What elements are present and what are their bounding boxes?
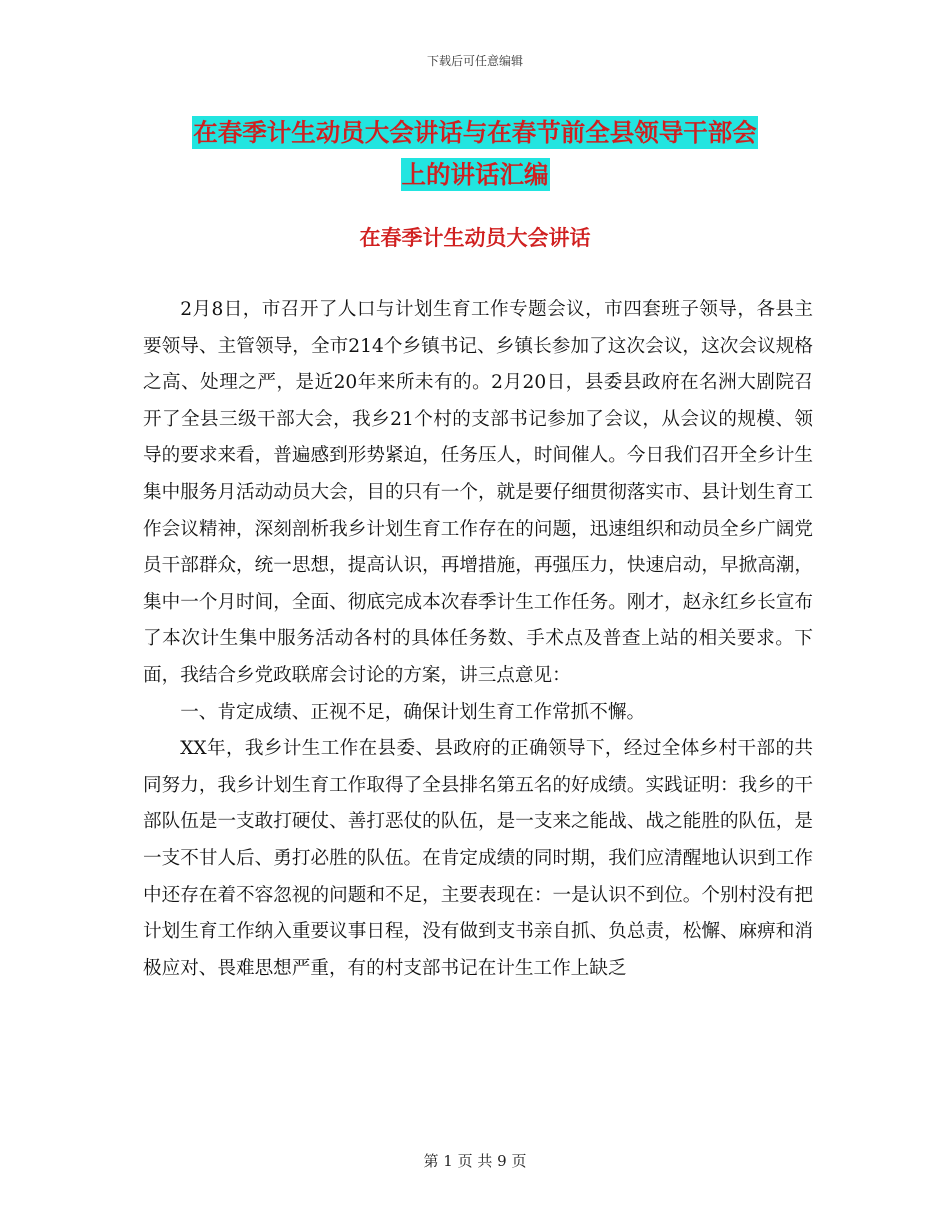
- page-number-footer: 第 1 页 共 9 页: [423, 1152, 527, 1170]
- document-body: [143, 292, 813, 987]
- body-paragraph: XX年，我乡计生工作在县委、县政府的正确领导下，经过全体乡村干部的共同努力，我乡计划生育工作取得了全县排名第五名的好成绩。实践证明：我乡的干部队伍是一支敢打硬仗、善打恶仗的队伍，是一支来之能战、战之能胜的队伍，是一支不甘人后、勇打必胜的队伍。在肯定成绩的同时期，我们应清醒地认识到工作中还存在着不容忽视的问题和不足，主要表现在：一是认识不到位。个别村没有把计划生育工作纳入重要议事日程，没有做到支书亲自抓、负总责，松懈、麻痹和消极应对、畏难思想严重，有的村支部书记在计生工作上缺乏: [143, 738, 813, 979]
- document-title-line-1: [0, 114, 950, 149]
- body-paragraph: 2月8日，市召开了人口与计划生育工作专题会议，市四套班子领导，各县主要领导、主管领导，全市214个乡镇书记、乡镇长参加了这次会议，这次会议规格之高、处理之严，是近20年来所未有的。2月20日，县委县政府在名洲大剧院召开了全县三级干部大会，我乡21个村的支部书记参加了会议，从会议的规模、领导的要求来看，普遍感到形势紧迫，任务压人，时间催人。今日我们召开全乡计生集中服务月活动动员大会，目的只有一个，就是要仔细贯彻落实市、县计划生育工作会议精神，深刻剖析我乡计划生育工作存在的问题，迅速组织和动员全乡广阔党员干部群众，统一思想，提高认识，再增措施，再强压力，快速启动，早掀高潮，集中一个月时间，全面、彻底完成本次春季计生工作任务。刚才，赵永红乡长宣布了本次计生集中服务活动各村的具体任务数、手术点及普查上站的相关要求。下面，我结合乡党政联席会讨论的方案，讲三点意见：: [143, 299, 813, 686]
- document-title-line-2: [0, 156, 950, 191]
- document-title-line-2-text: 上的讲话汇编: [401, 160, 549, 189]
- document-title-line-1-text: 在春季计生动员大会讲话与在春节前全县领导干部会: [193, 118, 757, 147]
- body-paragraph-heading: 一、肯定成绩、正视不足，确保计划生育工作常抓不懈。: [180, 701, 646, 723]
- page-header-note: 下载后可任意编辑: [426, 54, 523, 68]
- section-title: 在春季计生动员大会讲话: [359, 226, 591, 250]
